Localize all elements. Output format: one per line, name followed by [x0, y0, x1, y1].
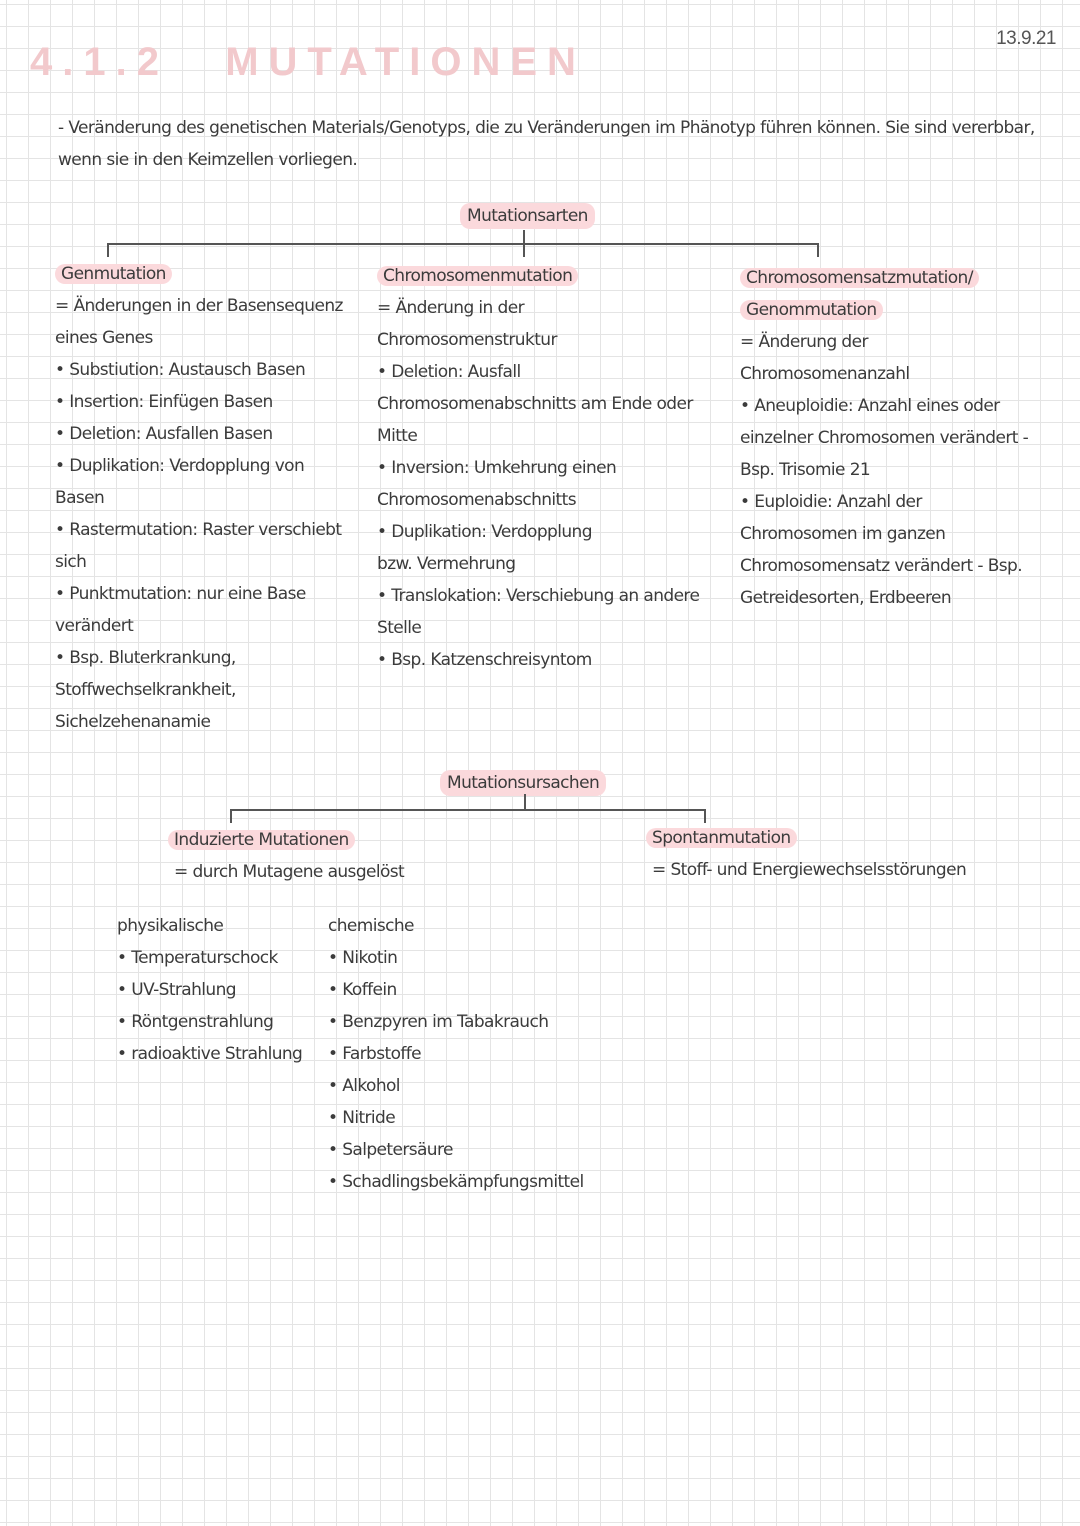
spontaneous-definition: = Stoff- und Energiewechselsstörungen [652, 860, 967, 880]
list-item: • Bsp. Katzenschreisyntom [377, 650, 592, 670]
genmutation-heading: Genmutation [55, 264, 172, 284]
list-item: • Substiution: Austausch Basen [55, 360, 306, 380]
list-item: • Benzpyren im Tabakrauch [328, 1012, 549, 1032]
tree-branch-line [107, 243, 818, 245]
tree-connector [524, 794, 526, 810]
list-item: • Translokation: Verschiebung an andere Stelle [377, 586, 700, 638]
spontaneous-heading: Spontanmutation [646, 828, 797, 848]
list-item: • Aneuploidie: Anzahl eines oder einzelner Chromosomen verändert - Bsp. Trisomie 21 [740, 396, 1029, 480]
chromosomenmutation-definition: = Änderung in der Chromosomenstruktur [377, 298, 557, 350]
tree-drop-right [704, 809, 706, 823]
list-item: • Bsp. Bluterkrankung, Stoffwechselkrankheit, Sichelzehenanamie [55, 648, 236, 732]
genommutation-list [740, 390, 1040, 614]
tree-drop-right [817, 243, 819, 257]
physical-block [117, 910, 302, 1070]
induced-block [168, 824, 404, 888]
list-item: • Salpetersäure [328, 1140, 453, 1160]
list-item: • Rastermutation: Raster verschiebt sich [55, 520, 342, 572]
tree-connector [523, 230, 525, 244]
list-item: • Deletion: Ausfallen Basen [55, 424, 273, 444]
mutationsarten-label: Mutationsarten [460, 203, 595, 229]
title-word: MUTATIONEN [225, 40, 586, 84]
column-genommutation [740, 262, 1040, 614]
chromosomenmutation-list [377, 356, 702, 676]
list-item: • Euploidie: Anzahl der Chromosomen im ganzen Chromosomensatz verändert - Bsp. Getreidesorten, Erdbeeren [740, 492, 1023, 608]
list-item: • Nikotin [328, 948, 398, 968]
list-item: • Duplikation: Verdopplung von Basen [55, 456, 305, 508]
list-item: • Schadlingsbekämpfungsmittel [328, 1172, 584, 1192]
column-chromosomenmutation [377, 260, 702, 676]
chromosomenmutation-heading: Chromosomenmutation [377, 266, 578, 286]
tree-drop-middle [523, 243, 525, 257]
chemical-list [328, 942, 584, 1198]
chemical-heading: chemische [328, 916, 414, 936]
induced-heading: Induzierte Mutationen [168, 830, 355, 850]
list-item: • Koffein [328, 980, 397, 1000]
mutationsarten-heading [460, 200, 595, 232]
list-item: • Punktmutation: nur eine Base verändert [55, 584, 306, 636]
genommutation-definition: = Änderung der Chromosomenanzahl [740, 332, 910, 384]
title-number: 4.1.2 [30, 40, 169, 84]
list-item: • Insertion: Einfügen Basen [55, 392, 273, 412]
list-item: • Farbstoffe [328, 1044, 421, 1064]
spontaneous-block [646, 822, 966, 886]
list-item: • Inversion: Umkehrung einen Chromosomenabschnitts [377, 458, 617, 510]
list-item: • Nitride [328, 1108, 396, 1128]
list-item: • Röntgenstrahlung [117, 1012, 274, 1032]
genmutation-definition: = Änderungen in der Basensequenz eines Genes [55, 296, 343, 348]
list-item: • radioaktive Strahlung [117, 1044, 303, 1064]
genmutation-list [55, 354, 355, 738]
list-item: • Deletion: Ausfall Chromosomenabschnitts am Ende oder Mitte [377, 362, 693, 446]
genommutation-heading-line1: Chromosomensatzmutation/ [740, 268, 979, 288]
list-item: • Alkohol [328, 1076, 400, 1096]
list-item: • Duplikation: Verdopplung bzw. Vermehrung [377, 522, 592, 574]
physical-heading: physikalische [117, 916, 224, 936]
column-genmutation [55, 258, 355, 738]
physical-list [117, 942, 302, 1070]
intro-text: - Veränderung des genetischen Materials/Genotyps, die zu Veränderungen im Phänotyp führen können. Sie sind vererbbar, wenn sie in den Keimzellen vorliegen. [58, 118, 1035, 170]
mutationsursachen-label: Mutationsursachen [440, 770, 606, 796]
list-item: • UV-Strahlung [117, 980, 236, 1000]
induced-definition: = durch Mutagene ausgelöst [174, 862, 405, 882]
tree-drop-left [230, 809, 232, 823]
page-title [30, 40, 586, 84]
date: 13.9.21 [996, 28, 1056, 49]
genommutation-heading-line2: Genommutation [740, 300, 883, 320]
chemical-block [328, 910, 584, 1198]
tree-drop-left [107, 243, 109, 257]
tree-branch-line [230, 809, 705, 811]
list-item: • Temperaturschock [117, 948, 278, 968]
